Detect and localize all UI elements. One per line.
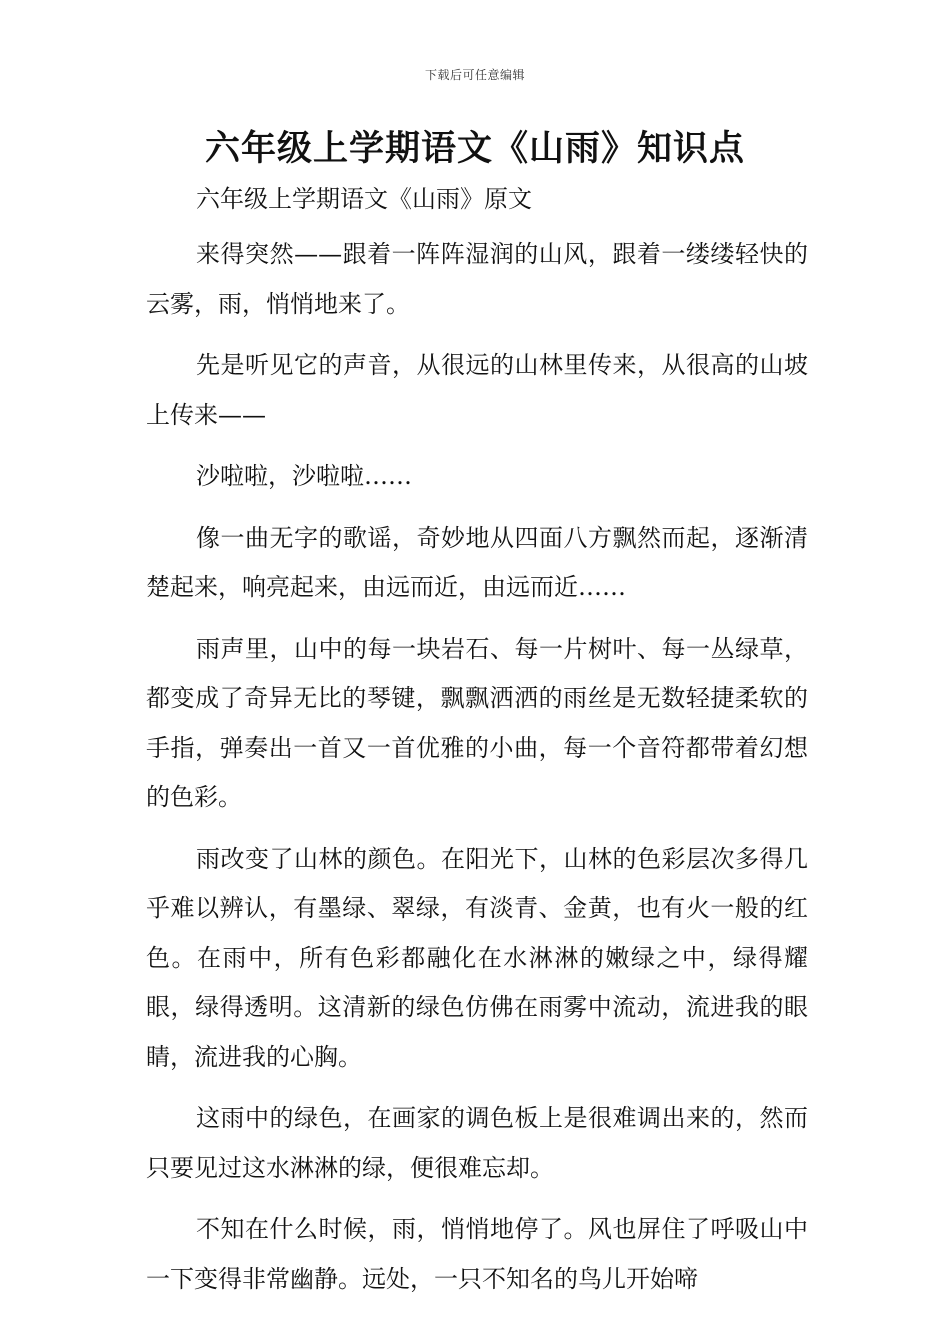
paragraph-4: 像一曲无字的歌谣，奇妙地从四面八方飘然而起，逐渐清楚起来，响亮起来，由远而近，由远而近…… [146,523,808,601]
paragraph-7: 这雨中的绿色，在画家的调色板上是很难调出来的，然而只要见过这水淋淋的绿，便很难忘却。 [146,1104,808,1182]
paragraph-6: 雨改变了山林的颜色。在阳光下，山林的色彩层次多得几乎难以辨认，有墨绿、翠绿，有淡青、金黄，也有火一般的红色。在雨中，所有色彩都融化在水淋淋的嫩绿之中，绿得耀眼，绿得透明。这清新的绿色仿佛在雨雾中流动，流进我的眼睛，流进我的心胸。 [146,844,808,1071]
paragraph-8: 不知在什么时候，雨，悄悄地停了。风也屏住了呼吸山中一下变得非常幽静。远处，一只不知名的鸟儿开始啼 [146,1215,808,1293]
paragraph-2: 先是听见它的声音，从很远的山林里传来，从很高的山坡上传来—— [146,351,808,429]
document-body [146,180,808,1304]
document-title: 六年级上学期语文《山雨》知识点 [204,128,745,169]
section-subtitle: 六年级上学期语文《山雨》原文 [196,185,532,213]
header-note: 下载后可任意编辑 [424,68,525,82]
paragraph-5: 雨声里，山中的每一块岩石、每一片树叶、每一丛绿草，都变成了奇异无比的琴键，飘飘洒洒的雨丝是无数轻捷柔软的手指，弹奏出一首又一首优雅的小曲，每一个音符都带着幻想的色彩。 [146,634,808,811]
paragraph-1: 来得突然——跟着一阵阵湿润的山风，跟着一缕缕轻快的云雾，雨，悄悄地来了。 [146,240,808,318]
paragraph-3: 沙啦啦，沙啦啦…… [196,462,412,490]
